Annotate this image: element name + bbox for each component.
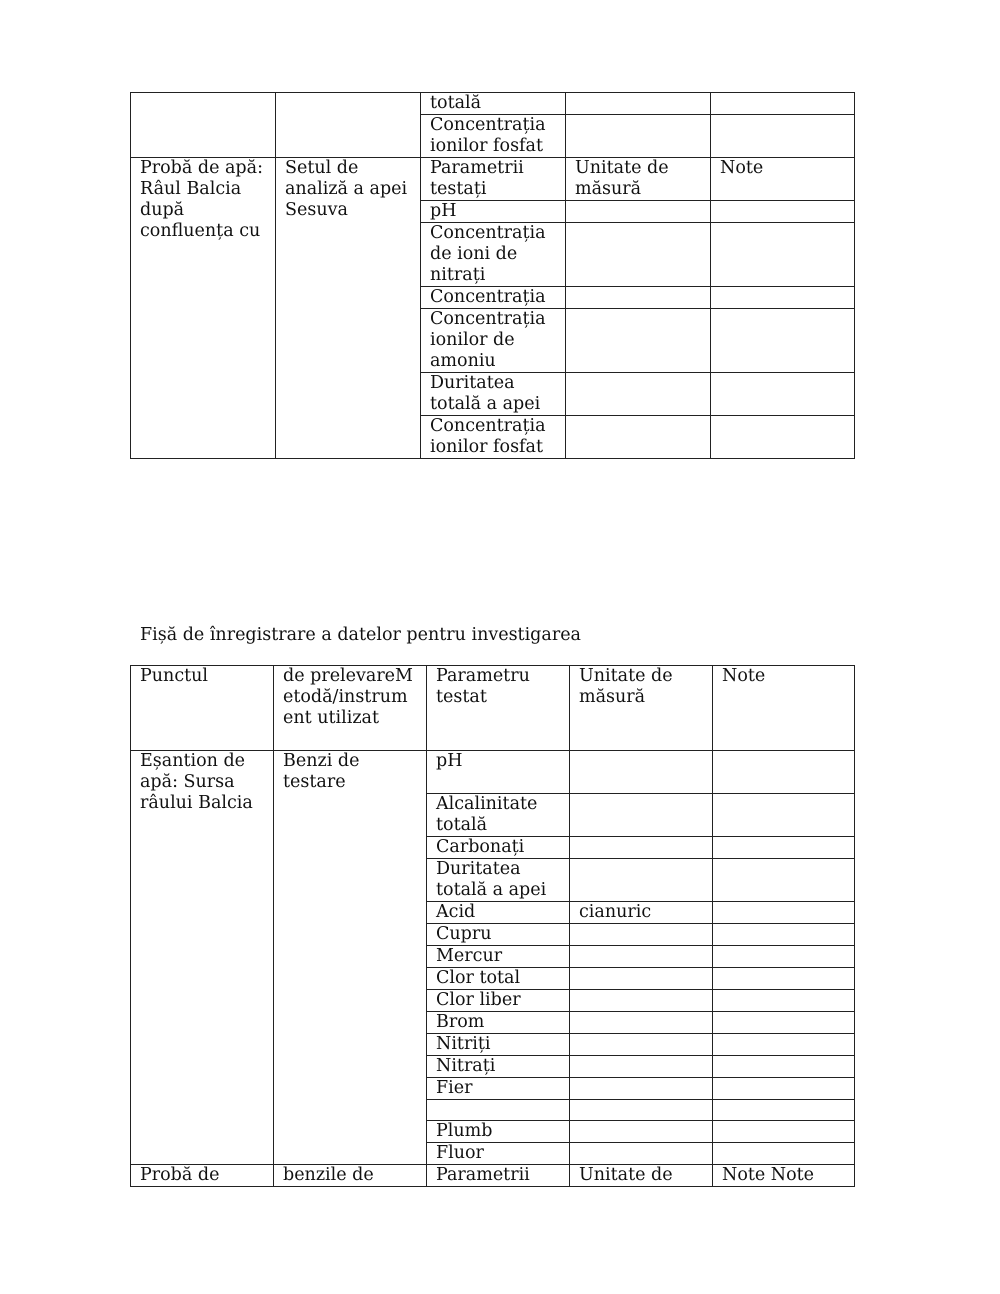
- unit-cell: [570, 968, 713, 990]
- parameter-cell: Duritatea totală a apei: [427, 859, 570, 902]
- parameter-cell: [427, 1100, 570, 1121]
- unit-cell: [570, 1100, 713, 1121]
- note-cell: [713, 1034, 855, 1056]
- unit-cell: [566, 223, 711, 287]
- parameter-cell: Parametrii: [427, 1165, 570, 1187]
- empty-cell: [131, 93, 276, 158]
- note-cell: [713, 1121, 855, 1143]
- method-cell: Setul de analiză a apei Sesuva: [276, 158, 421, 459]
- parameter-cell: Clor total: [427, 968, 570, 990]
- note-cell: [711, 373, 855, 416]
- parameter-cell: Concentrația de ioni de nitrați: [421, 223, 566, 287]
- note-cell: Note Note: [713, 1165, 855, 1187]
- parameter-cell: Concentrația ionilor fosfat: [421, 115, 566, 158]
- unit-cell: [570, 1121, 713, 1143]
- parameter-header: Parametrii testați: [421, 158, 566, 201]
- point-header: Punctul: [131, 666, 274, 751]
- unit-cell: [570, 924, 713, 946]
- note-header: Note: [713, 666, 855, 751]
- unit-cell: [566, 115, 711, 158]
- unit-cell: [570, 1056, 713, 1078]
- parameter-cell: Concentrația: [421, 287, 566, 309]
- parameter-cell: totală: [421, 93, 566, 115]
- unit-cell: [566, 373, 711, 416]
- note-cell: [713, 990, 855, 1012]
- parameter-cell: Clor liber: [427, 990, 570, 1012]
- unit-header: Unitate de măsură: [566, 158, 711, 201]
- note-cell: [711, 416, 855, 459]
- parameter-header: Parametru testat: [427, 666, 570, 751]
- parameter-cell: Fier: [427, 1078, 570, 1100]
- note-cell: [713, 859, 855, 902]
- parameter-cell: Nitrați: [427, 1056, 570, 1078]
- note-header: Note: [711, 158, 855, 201]
- point-cell: Probă de: [131, 1165, 274, 1187]
- unit-cell: [570, 794, 713, 837]
- sample-cell: Eșantion de apă: Sursa râului Balcia: [131, 751, 274, 1165]
- empty-cell: [276, 93, 421, 158]
- unit-cell: [570, 859, 713, 902]
- sample-cell: Probă de apă: Râul Balcia după confluența cu: [131, 158, 276, 459]
- parameter-cell: Cupru: [427, 924, 570, 946]
- parameter-cell: Plumb: [427, 1121, 570, 1143]
- unit-cell: [566, 309, 711, 373]
- unit-cell: [570, 751, 713, 794]
- parameter-cell: Mercur: [427, 946, 570, 968]
- note-cell: [713, 946, 855, 968]
- unit-cell: [570, 946, 713, 968]
- unit-cell: Unitate de: [570, 1165, 713, 1187]
- parameter-cell: pH: [421, 201, 566, 223]
- parameters-table-1: [130, 92, 855, 459]
- note-cell: [713, 968, 855, 990]
- method-header: de prelevareMetodă/instrument utilizat: [274, 666, 427, 751]
- note-cell: [713, 1100, 855, 1121]
- parameter-cell: Nitriți: [427, 1034, 570, 1056]
- parameter-cell: Concentrația ionilor de amoniu: [421, 309, 566, 373]
- parameter-cell: Brom: [427, 1012, 570, 1034]
- unit-cell: [570, 1034, 713, 1056]
- parameter-cell: Duritatea totală a apei: [421, 373, 566, 416]
- unit-cell: [566, 416, 711, 459]
- note-cell: [713, 902, 855, 924]
- parameter-cell: Concentrația ionilor fosfat: [421, 416, 566, 459]
- unit-cell: [566, 93, 711, 115]
- parameter-cell: pH: [427, 751, 570, 794]
- unit-cell: [566, 201, 711, 223]
- note-cell: [711, 309, 855, 373]
- note-cell: [713, 794, 855, 837]
- unit-cell: cianuric: [570, 902, 713, 924]
- unit-cell: [570, 990, 713, 1012]
- unit-cell: [570, 837, 713, 859]
- note-cell: [713, 1078, 855, 1100]
- parameter-cell: Fluor: [427, 1143, 570, 1165]
- method-cell: benzile de: [274, 1165, 427, 1187]
- parameters-table-2: [130, 665, 855, 1187]
- note-cell: [713, 1012, 855, 1034]
- note-cell: [711, 93, 855, 115]
- method-cell: Benzi de testare: [274, 751, 427, 1165]
- unit-cell: [570, 1143, 713, 1165]
- note-cell: [711, 287, 855, 309]
- note-cell: [711, 201, 855, 223]
- unit-cell: [570, 1078, 713, 1100]
- parameter-cell: Alcalinitate totală: [427, 794, 570, 837]
- note-cell: [711, 223, 855, 287]
- note-cell: [711, 115, 855, 158]
- unit-header: Unitate de măsură: [570, 666, 713, 751]
- data-sheet-caption: Fișă de înregistrare a datelor pentru investigarea: [140, 625, 581, 645]
- note-cell: [713, 751, 855, 794]
- unit-cell: [566, 287, 711, 309]
- note-cell: [713, 1056, 855, 1078]
- note-cell: [713, 837, 855, 859]
- parameter-cell: Acid: [427, 902, 570, 924]
- unit-cell: [570, 1012, 713, 1034]
- parameter-cell: Carbonați: [427, 837, 570, 859]
- note-cell: [713, 924, 855, 946]
- note-cell: [713, 1143, 855, 1165]
